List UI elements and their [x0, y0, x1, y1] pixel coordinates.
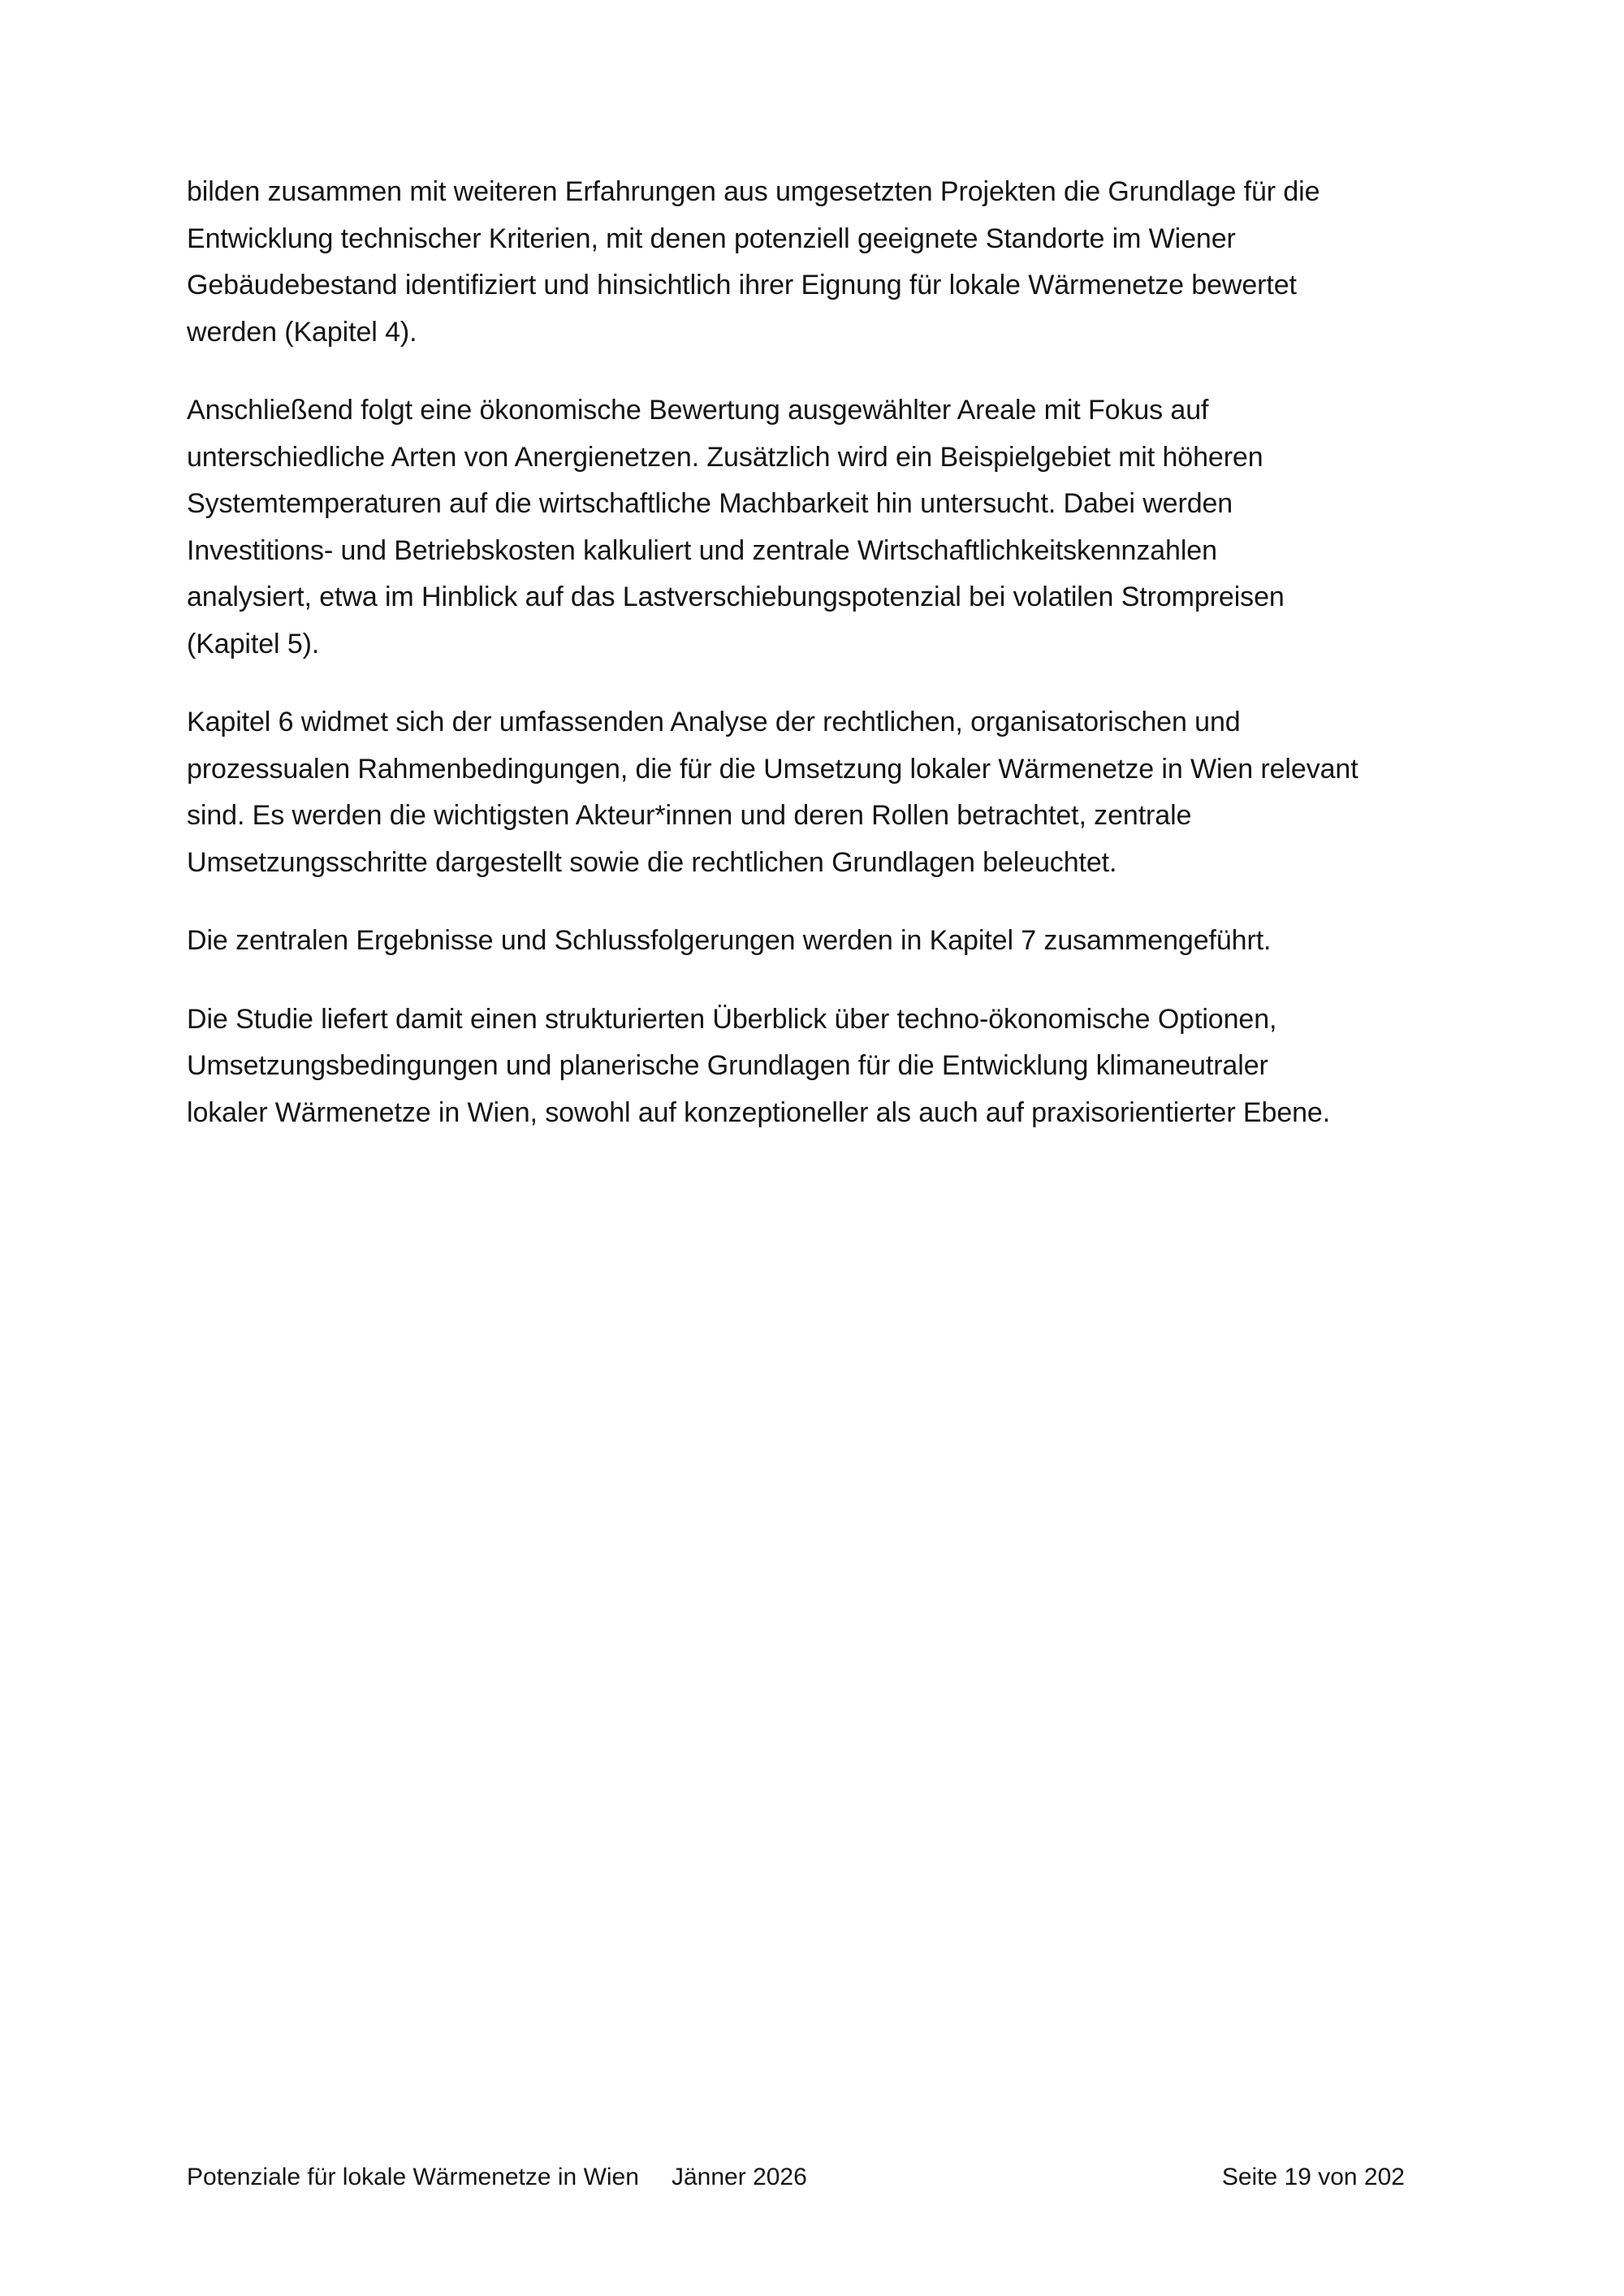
- footer-page-number: Seite 19 von 202: [1221, 2164, 1405, 2190]
- page-footer: [187, 2157, 1405, 2198]
- footer-document-title: Potenziale für lokale Wärmenetze in Wien: [187, 2164, 639, 2190]
- body-text: [187, 169, 1470, 1168]
- footer-date: Jänner 2026: [672, 2164, 807, 2190]
- paragraph-results-summary: Die zentralen Ergebnisse und Schlussfolgerungen werden in Kapitel 7 zusammengeführt.: [187, 925, 1272, 956]
- paragraph-criteria-development: bilden zusammen mit weiteren Erfahrungen aus umgesetzten Projekten die Grundlage für die Entwicklung technischer Kriterien, mit denen potenziell geeignete Standorte im Wiener Gebäudebestand identifiziert und hinsichtlich ihrer Eignung für lokale Wärmenetze bewertet werden (Kapitel 4).: [187, 176, 1320, 348]
- paragraph-economic-assessment: Anschließend folgt eine ökonomische Bewertung ausgewählter Areale mit Fokus auf unterschiedliche Arten von Anergienetzen. Zusätzlich wird ein Beispielgebiet mit höheren Systemtemperaturen auf die wirtschaftliche Machbarkeit hin untersucht. Dabei werden Investitions- und Betriebskosten kalkuliert und zentrale Wirtschaftlichkeitskennzahlen analysiert, etwa im Hinblick auf das Lastverschiebungspotenzial bei volatilen Strompreisen (Kapitel 5).: [187, 395, 1285, 659]
- paragraph-study-overview: Die Studie liefert damit einen strukturierten Überblick über techno-ökonomische Optionen, Umsetzungsbedingungen und planerische Grundlagen für die Entwicklung klimaneutraler lokaler Wärmenetze in Wien, sowohl auf konzeptioneller als auch auf praxisorientierter Ebene.: [187, 1003, 1331, 1128]
- paragraph-legal-framework: Kapitel 6 widmet sich der umfassenden Analyse der rechtlichen, organisatorischen und prozessualen Rahmenbedingungen, die für die Umsetzung lokaler Wärmenetze in Wien relevant sind. Es werden die wichtigsten Akteur*innen und deren Rollen betrachtet, zentrale Umsetzungsschritte dargestellt sowie die rechtlichen Grundlagen beleuchtet.: [187, 707, 1358, 878]
